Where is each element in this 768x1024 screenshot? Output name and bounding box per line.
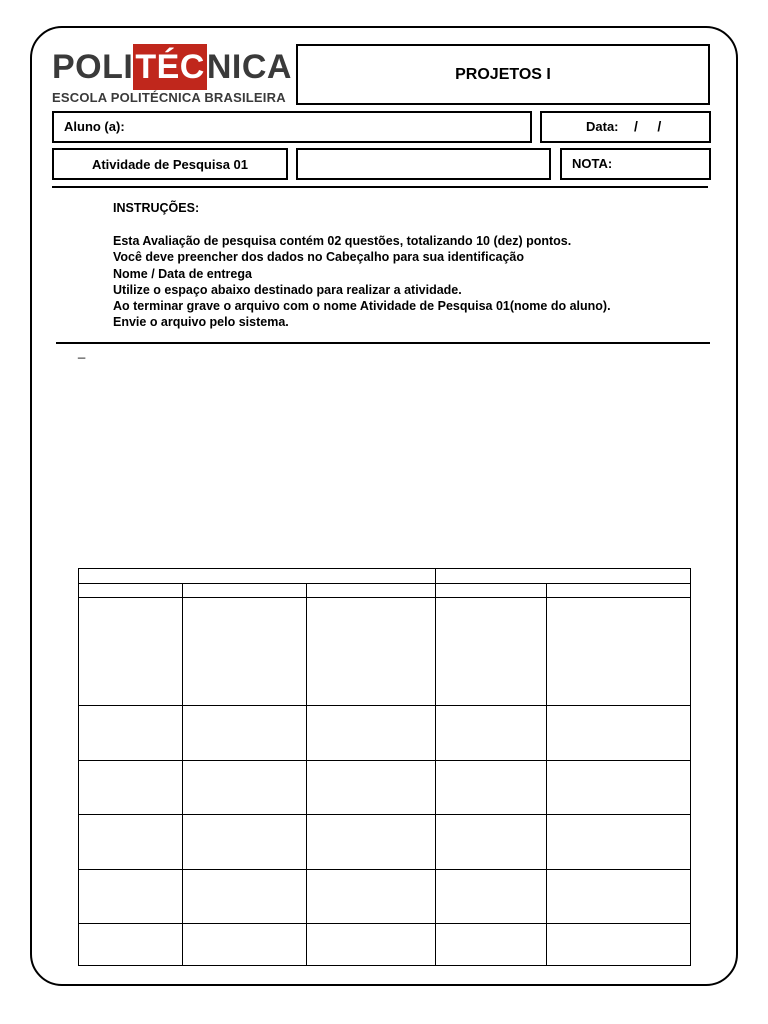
table-cell[interactable]	[182, 924, 306, 966]
instruction-line: Envie o arquivo pelo sistema.	[113, 315, 289, 330]
table-cell[interactable]	[547, 815, 691, 870]
instructions-heading: INSTRUÇÕES:	[113, 201, 200, 215]
table-cell[interactable]	[306, 815, 436, 870]
table-cell[interactable]	[547, 870, 691, 924]
answer-table	[78, 568, 691, 966]
table-row	[79, 815, 691, 870]
table-cell[interactable]	[306, 761, 436, 815]
table-cell[interactable]	[306, 584, 436, 598]
table-row	[79, 598, 691, 706]
atividade-label: Atividade de Pesquisa 01	[91, 156, 249, 172]
instruction-line: Você deve preencher dos dados no Cabeçalho para sua identificação	[113, 250, 525, 265]
table-cell[interactable]	[79, 761, 183, 815]
table-cell[interactable]	[436, 598, 547, 706]
title-box	[296, 44, 710, 105]
page-title: PROJETOS I	[455, 65, 551, 83]
table-cell[interactable]	[547, 584, 691, 598]
table-cell[interactable]	[79, 569, 436, 584]
table-row	[79, 706, 691, 761]
table-cell[interactable]	[306, 598, 436, 706]
instruction-line: Nome / Data de entrega	[113, 266, 252, 281]
nota-field[interactable]	[560, 148, 711, 180]
table-cell[interactable]	[79, 584, 183, 598]
logo-highlight: TÉC	[133, 44, 207, 90]
table-cell[interactable]	[547, 924, 691, 966]
logo-wordmark: POLITÉCNICA	[52, 44, 292, 90]
table-cell[interactable]	[436, 815, 547, 870]
aluno-label: Aluno (a):	[64, 119, 125, 134]
instructions-divider	[56, 342, 710, 344]
table-cell[interactable]	[306, 924, 436, 966]
table-row	[79, 870, 691, 924]
instruction-line: Utilize o espaço abaixo destinado para realizar a atividade.	[113, 282, 462, 297]
table-cell[interactable]	[436, 870, 547, 924]
table-cell[interactable]	[79, 870, 183, 924]
table-cell[interactable]	[79, 706, 183, 761]
data-field[interactable]	[540, 111, 711, 143]
data-value: / /	[634, 118, 662, 134]
table-cell[interactable]	[436, 569, 691, 584]
nota-label: NOTA:	[572, 156, 613, 171]
table-cell[interactable]	[306, 870, 436, 924]
table-row	[79, 584, 691, 598]
table-cell[interactable]	[547, 706, 691, 761]
table-cell[interactable]	[436, 706, 547, 761]
text-cursor-mark: _	[78, 344, 86, 359]
table-cell[interactable]	[182, 598, 306, 706]
instruction-line: Ao terminar grave o arquivo com o nome Atividade de Pesquisa 01(nome do aluno).	[113, 299, 611, 314]
politecnica-logo	[52, 44, 292, 106]
instructions-block	[113, 200, 611, 330]
table-cell[interactable]	[547, 598, 691, 706]
atividade-box	[52, 148, 288, 180]
instruction-line: Esta Avaliação de pesquisa contém 02 questões, totalizando 10 (dez) pontos.	[113, 234, 572, 249]
table-cell[interactable]	[182, 584, 306, 598]
table-row	[79, 569, 691, 584]
aluno-field[interactable]	[52, 111, 532, 143]
table-cell[interactable]	[436, 584, 547, 598]
table-cell[interactable]	[79, 815, 183, 870]
table-cell[interactable]	[182, 815, 306, 870]
table-cell[interactable]	[182, 706, 306, 761]
table-cell[interactable]	[182, 761, 306, 815]
header-divider	[52, 186, 708, 188]
table-cell[interactable]	[306, 706, 436, 761]
blank-field[interactable]	[296, 148, 551, 180]
table-cell[interactable]	[436, 761, 547, 815]
table-cell[interactable]	[79, 924, 183, 966]
table-cell[interactable]	[436, 924, 547, 966]
data-label: Data:	[586, 119, 619, 134]
table-cell[interactable]	[547, 761, 691, 815]
table-cell[interactable]	[79, 598, 183, 706]
logo-subtitle: ESCOLA POLITÉCNICA BRASILEIRA	[52, 90, 286, 105]
table-cell[interactable]	[182, 870, 306, 924]
table-row	[79, 924, 691, 966]
table-row	[79, 761, 691, 815]
